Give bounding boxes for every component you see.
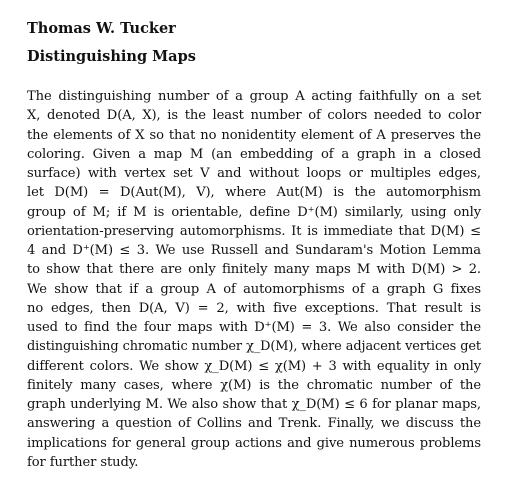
abstract-line: surface) with vertex set V and without loops or multiples edges, [27, 166, 481, 181]
abstract-line: different colors. We show χ_D(M) ≤ χ(M) + 3 with equality in only [27, 358, 481, 374]
abstract-line: orientation-preserving automorphisms. It is immediate that D(M) ≤ [27, 223, 481, 239]
paper-title: Distinguishing Maps [27, 48, 196, 65]
abstract-line: distinguishing chromatic number χ_D(M), where adjacent vertices get [27, 339, 481, 355]
abstract-line: implications for general group actions and give numerous problems [27, 435, 481, 451]
abstract-line: coloring. Given a map M (an embedding of a graph in a closed [27, 146, 481, 162]
abstract-line: The distinguishing number of a group A acting faithfully on a set [27, 89, 481, 104]
abstract-line: X, denoted D(A, X), is the least number of colors needed to color [27, 108, 481, 124]
abstract-line: the elements of X so that no nonidentity element of A preserves the [27, 127, 481, 143]
abstract-line: let D(M) = D(Aut(M), V), where Aut(M) is the automorphism [27, 185, 481, 201]
abstract-line: 4 and D⁺(M) ≤ 3. We use Russell and Sundaram's Motion Lemma [27, 243, 481, 258]
abstract-line: graph underlying M. We also show that χ_D(M) ≤ 6 for planar maps, [27, 397, 481, 412]
abstract-line: We show that if a group A of automorphisms of a graph G fixes [27, 281, 481, 297]
abstract-line: finitely many cases, where χ(M) is the chromatic number of the [27, 377, 481, 393]
abstract-line: group of M; if M is orientable, define D⁺(M) similarly, using only [27, 204, 481, 220]
abstract-line: to show that there are only finitely many maps M with D(M) > 2. [27, 262, 481, 278]
abstract-line: no edges, then D(A, V) = 2, with five exceptions. That result is [27, 300, 481, 316]
abstract-line: answering a question of Collins and Trenk. Finally, we discuss the [27, 416, 481, 432]
abstract [27, 87, 481, 472]
abstract-line: used to find the four maps with D⁺(M) = 3. We also consider the [27, 320, 481, 335]
abstract-line: for further study. [27, 454, 139, 470]
author-name: Thomas W. Tucker [27, 20, 176, 37]
